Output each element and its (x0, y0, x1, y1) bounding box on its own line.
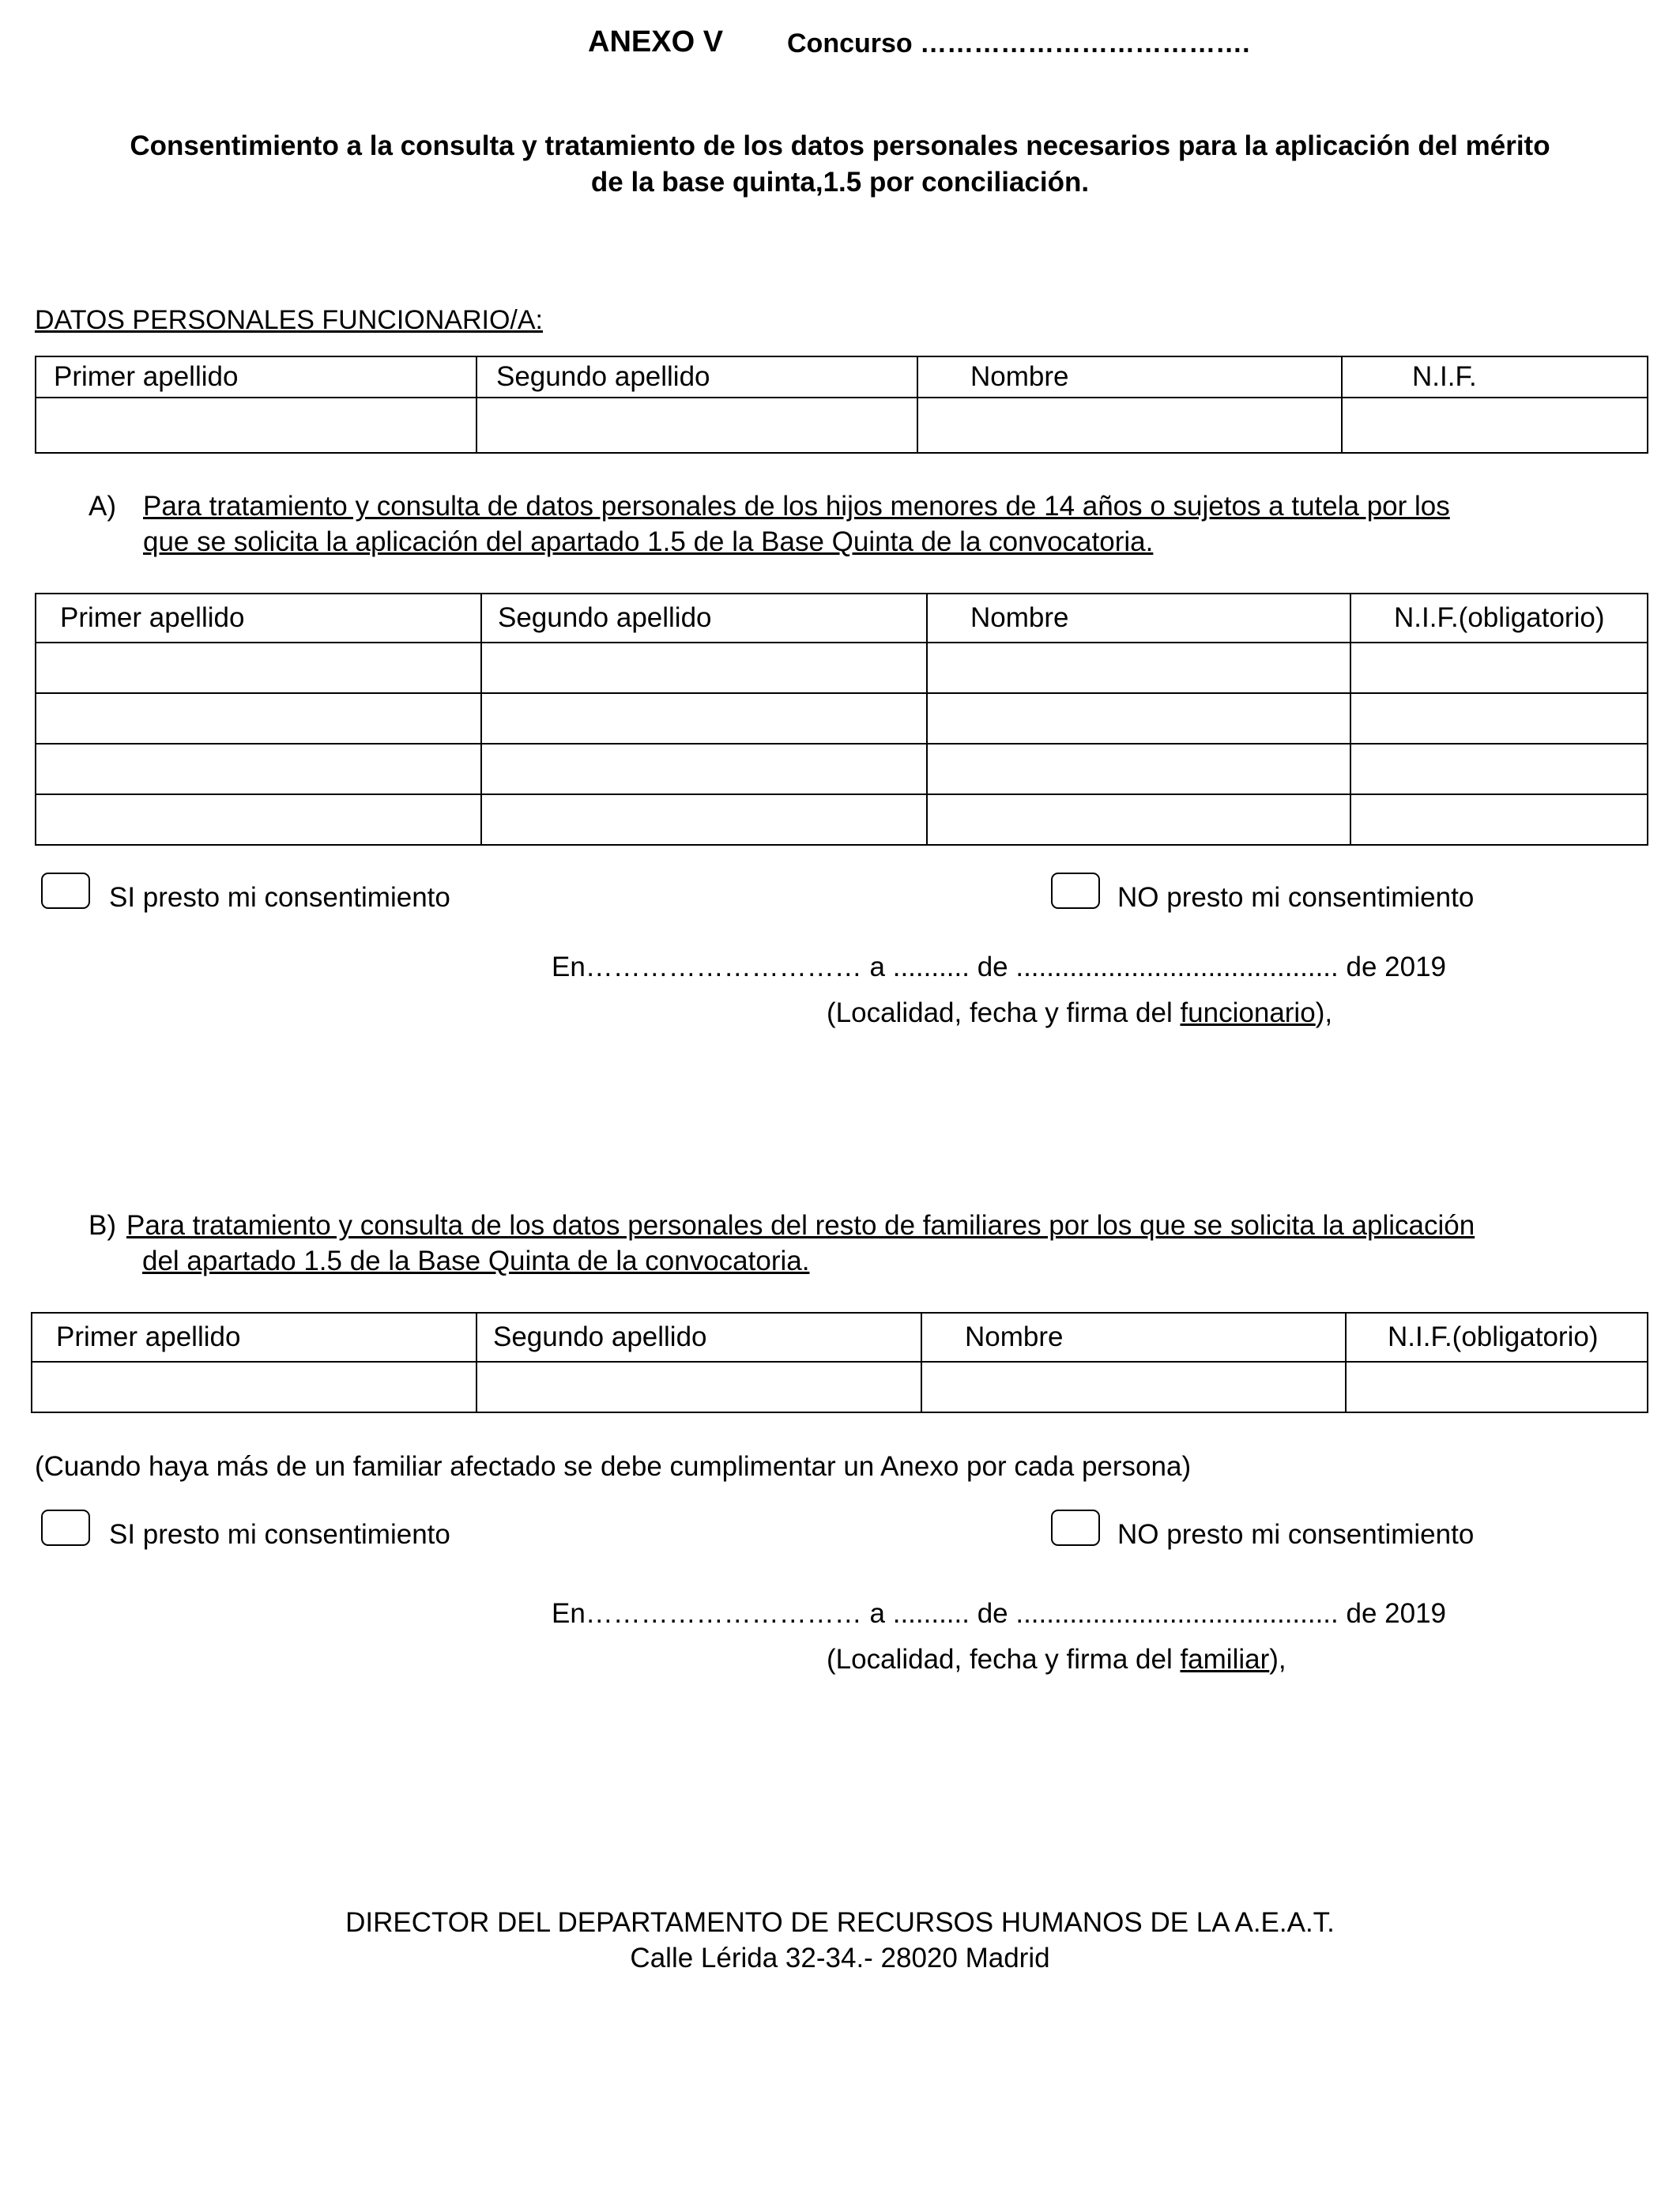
input-cell[interactable] (927, 744, 1350, 794)
header-nombre: Nombre (927, 594, 1350, 643)
consent-no-label-b: NO presto mi consentimiento (1117, 1519, 1475, 1550)
input-cell[interactable] (36, 693, 481, 744)
input-cell[interactable] (481, 643, 927, 693)
input-cell[interactable] (1342, 398, 1648, 453)
section-b-line-1: Para tratamiento y consulta de los datos personales del resto de familiares por los que se solicita la aplicación (126, 1210, 1475, 1241)
input-cell[interactable] (477, 1362, 921, 1412)
annex-title: ANEXO V (588, 25, 724, 58)
input-cell[interactable] (36, 744, 481, 794)
concurso-field: Concurso ………………………………. (787, 28, 1250, 58)
header-primer-apellido: Primer apellido (32, 1313, 477, 1362)
input-cell[interactable] (1350, 643, 1648, 693)
input-cell[interactable] (481, 794, 927, 845)
input-cell[interactable] (36, 794, 481, 845)
table-row (36, 744, 1648, 794)
table-row (36, 794, 1648, 845)
input-cell[interactable] (477, 398, 917, 453)
relatives-table (31, 1312, 1648, 1413)
consent-no-checkbox-b[interactable] (1051, 1510, 1100, 1546)
header-nombre: Nombre (921, 1313, 1346, 1362)
section-a-line-2: que se solicita la aplicación del apartado 1.5 de la Base Quinta de la convocatoria. (143, 526, 1154, 557)
signature-caption-b (827, 1644, 1286, 1676)
input-cell[interactable] (481, 744, 927, 794)
table-header-row (36, 594, 1648, 643)
table-row (36, 398, 1648, 453)
personal-data-table (35, 356, 1648, 454)
place-date-line-b: En………………………… a .......... de .......................................... de 2019 (552, 1598, 1446, 1629)
table-header-row (32, 1313, 1648, 1362)
input-cell[interactable] (927, 643, 1350, 693)
subtitle-line-1: Consentimiento a la consulta y tratamiento de los datos personales necesarios para la aplicación del mérito (130, 130, 1550, 161)
input-cell[interactable] (927, 794, 1350, 845)
consent-yes-checkbox-b[interactable] (41, 1510, 90, 1546)
input-cell[interactable] (481, 693, 927, 744)
consent-no-checkbox-a[interactable] (1051, 873, 1100, 909)
personal-data-label: DATOS PERSONALES FUNCIONARIO/A: (35, 305, 543, 335)
input-cell[interactable] (36, 643, 481, 693)
signature-prefix: (Localidad, fecha y firma del (827, 997, 1181, 1028)
section-a-text (143, 488, 1450, 560)
input-cell[interactable] (36, 398, 477, 453)
section-b-line-2: del apartado 1.5 de la Base Quinta de la convocatoria. (142, 1246, 810, 1276)
input-cell[interactable] (1350, 744, 1648, 794)
children-table (35, 593, 1648, 846)
input-cell[interactable] (917, 398, 1342, 453)
section-a-line-1: Para tratamiento y consulta de datos personales de los hijos menores de 14 años o sujetos a tutela por los (143, 491, 1450, 522)
section-a-marker: A) (89, 491, 116, 522)
place-date-line-a: En………………………… a .......... de .......................................... de 2019 (552, 952, 1446, 982)
header-primer-apellido: Primer apellido (36, 594, 481, 643)
header-nif: N.I.F.(obligatorio) (1346, 1313, 1648, 1362)
input-cell[interactable] (927, 693, 1350, 744)
table-header-row (36, 356, 1648, 398)
consent-yes-label-a: SI presto mi consentimiento (109, 882, 450, 913)
table-row (36, 643, 1648, 693)
header-nombre: Nombre (917, 356, 1342, 398)
section-b-marker: B) (89, 1210, 116, 1241)
signature-caption-a (827, 997, 1332, 1029)
table-row (32, 1362, 1648, 1412)
input-cell[interactable] (921, 1362, 1346, 1412)
header-nif: N.I.F.(obligatorio) (1350, 594, 1648, 643)
multiple-relatives-note: (Cuando haya más de un familiar afectado se debe cumplimentar un Anexo por cada persona) (35, 1451, 1192, 1482)
signature-prefix: (Localidad, fecha y firma del (827, 1644, 1181, 1675)
header-nif: N.I.F. (1342, 356, 1648, 398)
input-cell[interactable] (32, 1362, 477, 1412)
header-segundo-apellido: Segundo apellido (477, 1313, 921, 1362)
signature-word: funcionario (1180, 997, 1316, 1028)
subtitle-line-2: de la base quinta,1.5 por conciliación. (590, 167, 1090, 198)
footer-street: Calle Lérida 32-34.- 28020 Madrid (630, 1943, 1050, 1973)
header-segundo-apellido: Segundo apellido (481, 594, 927, 643)
footer-address (0, 1905, 1680, 1976)
header-primer-apellido: Primer apellido (36, 356, 477, 398)
signature-suffix: ), (1269, 1644, 1286, 1675)
section-b-text (126, 1208, 1475, 1279)
header-segundo-apellido: Segundo apellido (477, 356, 917, 398)
table-row (36, 693, 1648, 744)
input-cell[interactable] (1346, 1362, 1648, 1412)
consent-yes-checkbox-a[interactable] (41, 873, 90, 909)
signature-suffix: ), (1315, 997, 1333, 1028)
input-cell[interactable] (1350, 693, 1648, 744)
consent-no-label-a: NO presto mi consentimiento (1117, 882, 1475, 913)
input-cell[interactable] (1350, 794, 1648, 845)
signature-word: familiar (1180, 1644, 1270, 1675)
document-subtitle (32, 128, 1648, 201)
footer-recipient: DIRECTOR DEL DEPARTAMENTO DE RECURSOS HUMANOS DE LA A.E.A.T. (345, 1907, 1335, 1938)
consent-yes-label-b: SI presto mi consentimiento (109, 1519, 450, 1550)
